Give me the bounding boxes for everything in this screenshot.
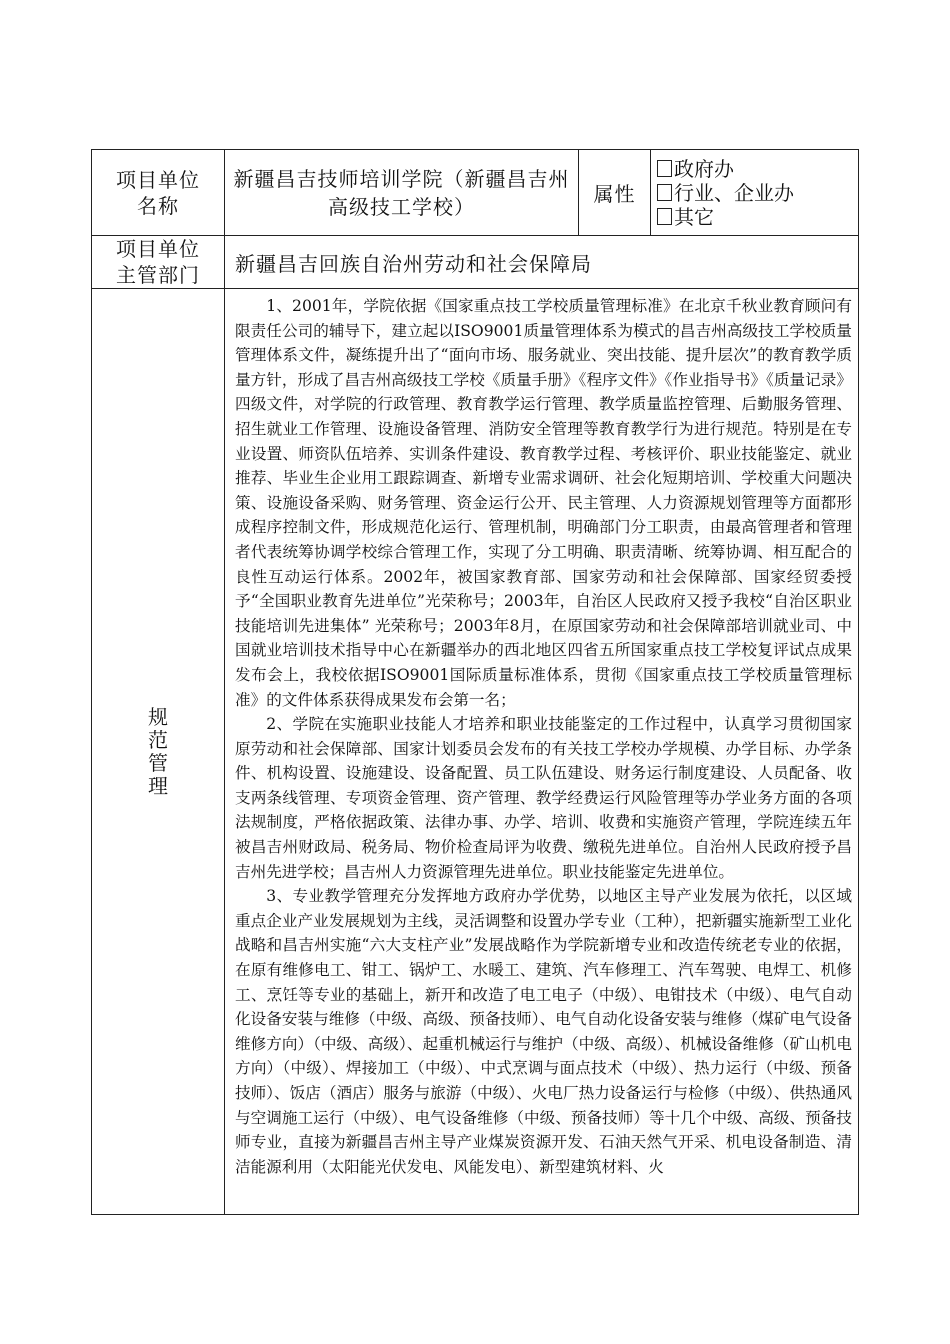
paragraph-regulations: 2、学院在实施职业技能人才培养和职业技能鉴定的工作过程中，认真学习贯彻国家原劳动和社会保障部、国家计划委员会发布的有关技工学校办学规模、办学目标、办学条件、机构设置、设施建设、设备配置、员工队伍建设、财务运行制度建设、人员配备、收支两条线管理、专项资金管理、资产管理、教学经费运行风险管理等办学业务方面的各项法规制度，严格依据政策、法律办事、办学、培训、收费和实施资产管理，学院连续五年被昌吉州财政局、税务局、物价检查局评为收费、缴税先进单位。自治州人民政府授予昌吉州先进学校；昌吉州人力资源管理先进单位。职业技能鉴定先进单位。 — [235, 715, 852, 881]
management-label-char: 理 — [148, 773, 168, 798]
checkbox-icon[interactable] — [657, 208, 672, 225]
department-label-line1: 项目单位 — [116, 237, 200, 261]
attribute-option-label: 行业、企业办 — [674, 180, 794, 205]
management-row — [92, 289, 859, 1215]
attribute-option-industry[interactable] — [657, 181, 852, 205]
management-content — [225, 289, 859, 1215]
department-label-line2: 主管部门 — [116, 263, 200, 287]
attribute-option-label: 其它 — [674, 204, 714, 229]
checkbox-icon[interactable] — [657, 184, 672, 201]
management-label-char: 管 — [148, 750, 168, 775]
management-label-char: 范 — [148, 727, 168, 752]
unit-name-row — [92, 150, 859, 236]
paragraph-quality-system: 1、2001年，学院依据《国家重点技工学校质量管理标准》在北京千秋业教育顾问有限责任公司的辅导下，建立起以ISO9001质量管理体系为模式的昌吉州高级技工学校质量管理体系文件，凝练提升出了“面向市场、服务就业、突出技能、提升层次”的教育教学质量方针，形成了昌吉州高级技工学校《质量手册》《程序文件》《作业指导书》《质量记录》四级文件，对学院的行政管理、教育教学运行管理、教学质量监控管理、后勤服务管理、招生就业工作管理、设施设备管理、消防安全管理等教育教学行为进行规范。特别是在专业设置、师资队伍培养、实训条件建设、教育教学过程、考核评价、职业技能鉴定、就业推荐、毕业生企业用工跟踪调查、新增专业需求调研、社会化短期培训、学校重大问题决策、设施设备采购、财务管理、资金运行公开、民主管理、人力资源规划管理等方面都形成程序控制文件，形成规范化运行、管理机制，明确部门分工职责，由最高管理者和管理者代表统筹协调学校综合管理工作，实现了分工明确、职责清晰、统筹协调、相互配合的良性互动运行体系。2002年，被国家教育部、国家劳动和社会保障部、国家经贸委授予“全国职业教育先进单位”光荣称号；2003年，自治区人民政府又授予我校“自治区职业技能培训先进集体” 光荣称号；2003年8月，在原国家劳动和社会保障部培训就业司、中国就业培训技术指导中心在新疆举办的西北地区四省五所国家重点技工学校复评试点成果发布会上，我校依据ISO9001国际质量标准体系，贯彻《国家重点技工学校质量管理标准》的文件体系获得成果发布会第一名； — [235, 297, 852, 709]
checkbox-icon[interactable] — [657, 160, 672, 177]
attribute-option-government[interactable] — [657, 157, 852, 181]
unit-name-label-line1: 项目单位 — [116, 167, 200, 192]
department-row — [92, 236, 859, 289]
unit-name-value: 新疆昌吉技师培训学院（新疆昌吉州高级技工学校） — [225, 150, 579, 236]
unit-name-label-line2: 名称 — [137, 193, 179, 218]
project-form-table — [91, 149, 859, 1215]
management-label-char: 规 — [148, 704, 168, 729]
attribute-options — [651, 150, 859, 236]
attribute-label: 属性 — [579, 150, 651, 236]
department-value: 新疆昌吉回族自治州劳动和社会保障局 — [225, 236, 859, 289]
unit-name-label — [92, 150, 225, 236]
attribute-option-other[interactable] — [657, 205, 852, 229]
department-label — [92, 236, 225, 289]
attribute-option-label: 政府办 — [674, 156, 734, 181]
paragraph-specialty-teaching: 3、专业教学管理充分发挥地方政府办学优势，以地区主导产业发展为依托，以区域重点企业产业发展规划为主线，灵活调整和设置办学专业（工种），把新疆实施新型工业化战略和昌吉州实施“六大支柱产业”发展战略作为学院新增专业和改造传统老专业的依据，在原有维修电工、钳工、锅炉工、水暖工、建筑、汽车修理工、汽车驾驶、电焊工、机修工、烹饪等专业的基础上，新开和改造了电工电子（中级）、电钳技术（中级）、电气自动化设备安装与维修（中级、高级、预备技师）、电气自动化设备安装与维修（煤矿电气设备维修方向）（中级、高级）、起重机械运行与维护（中级、高级）、机械设备维修（矿山机电方向）（中级）、焊接加工（中级）、中式烹调与面点技术（中级）、热力运行（中级、预备技师）、饭店（酒店）服务与旅游（中级）、火电厂热力设备运行与检修（中级）、供热通风与空调施工运行（中级）、电气设备维修（中级、预备技师）等十几个中级、高级、预备技师专业，直接为新疆昌吉州主导产业煤炭资源开发、石油天然气开采、机电设备制造、清洁能源利用（太阳能光伏发电、风能发电）、新型建筑材料、火 — [235, 887, 852, 1176]
management-section-label — [92, 289, 225, 1215]
